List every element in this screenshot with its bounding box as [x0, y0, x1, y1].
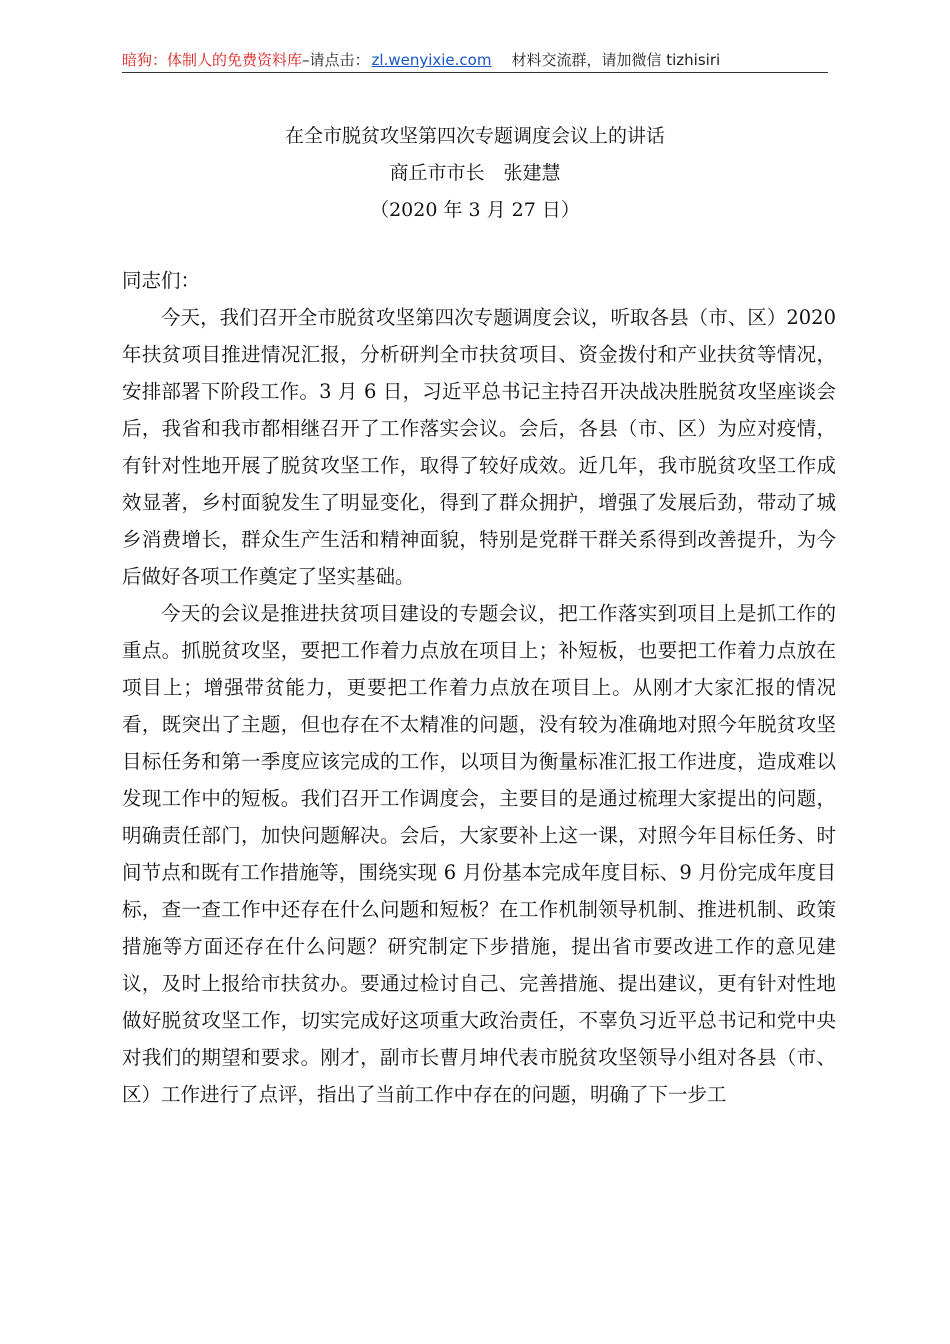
salutation: 同志们：	[122, 269, 201, 292]
speaker-line: 商丘市市长 张建慧	[389, 162, 561, 184]
header-divider	[122, 72, 828, 73]
date-line: （2020 年 3 月 27 日）	[370, 199, 580, 221]
wechat-group-text: 材料交流群，请加微信 tizhisiri	[511, 51, 721, 69]
website-link[interactable]: zl.wenyixie.com	[371, 51, 492, 69]
document-body	[122, 262, 836, 1113]
title-block	[122, 118, 828, 229]
promo-text: 暗狗：体制人的免费资料库	[122, 51, 303, 69]
click-prompt: –请点击：	[302, 51, 370, 69]
page-header	[122, 48, 828, 72]
paragraph-2: 今天的会议是推进扶贫项目建设的专题会议，把工作落实到项目上是抓工作的重点。抓脱贫攻坚，要把工作着力点放在项目上；补短板，也要把工作着力点放在项目上；增强带贫能力，更要把工作着力点放在项目上。从刚才大家汇报的情况看，既突出了主题，但也存在不太精准的问题，没有较为准确地对照今年脱贫攻坚目标任务和第一季度应该完成的工作，以项目为衡量标准汇报工作进度，造成难以发现工作中的短板。我们召开工作调度会，主要目的是通过梳理大家提出的问题，明确责任部门，加快问题解决。会后，大家要补上这一课，对照今年目标任务、时间节点和既有工作措施等，围绕实现 6 月份基本完成年度目标、9 月份完成年度目标，查一查工作中还存在什么问题和短板？在工作机制领导机制、推进机制、政策措施等方面还存在什么问题？研究制定下步措施，提出省市要改进工作的意见建议，及时上报给市扶贫办。要通过检讨自己、完善措施、提出建议，更有针对性地做好脱贫攻坚工作，切实完成好这项重大政治责任，不辜负习近平总书记和党中央对我们的期望和要求。刚才，副市长曹月坤代表市脱贫攻坚领导小组对各县（市、区）工作进行了点评，指出了当前工作中存在的问题，明确了下一步工	[122, 602, 836, 1106]
document-title: 在全市脱贫攻坚第四次专题调度会议上的讲话	[284, 125, 665, 147]
paragraph-1: 今天，我们召开全市脱贫攻坚第四次专题调度会议，听取各县（市、区）2020 年扶贫项目推进情况汇报，分析研判全市扶贫项目、资金拨付和产业扶贫等情况，安排部署下阶段工作。3 月 6 日，习近平总书记主持召开决战决胜脱贫攻坚座谈会后，我省和我市都相继召开了工作落实会议。会后，各县（市、区）为应对疫情，有针对性地开展了脱贫攻坚工作，取得了较好成效。近几年，我市脱贫攻坚工作成效显著，乡村面貌发生了明显变化，得到了群众拥护，增强了发展后劲，带动了城乡消费增长，群众生产生活和精神面貌，特别是党群干群关系得到改善提升，为今后做好各项工作奠定了坚实基础。	[122, 306, 836, 588]
